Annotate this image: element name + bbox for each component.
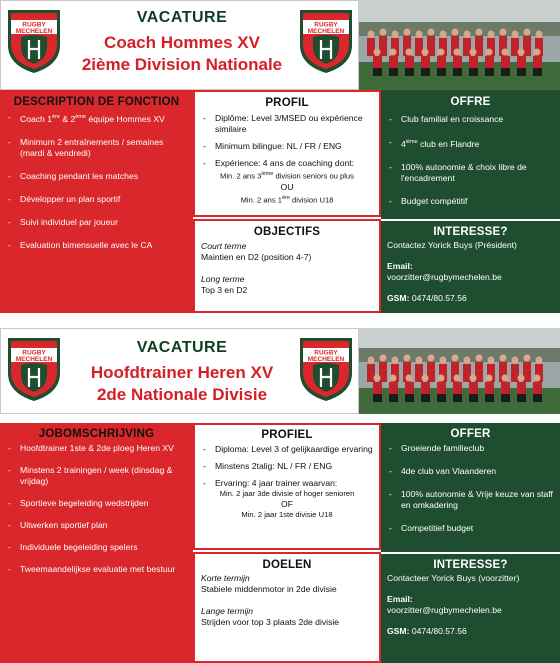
nl-title-line2: 2de Nationale Divisie	[96, 385, 268, 404]
list-item: - Uitwerken sportief plan	[6, 520, 187, 531]
nl-vacature-title: VACATURE	[136, 339, 228, 356]
fr-interesse-panel	[381, 221, 560, 313]
list-item: - Diploma: Level 3 of gelijkaardige ervaring	[201, 444, 373, 455]
fr-objectifs-title: OBJECTIFS	[253, 226, 321, 238]
rugby-mechelen-logo-left	[5, 335, 63, 403]
nl-interesse-panel	[381, 554, 560, 663]
list-item: - 4de club van Vlaanderen	[387, 466, 554, 477]
list-item: - Coaching pendant les matches	[6, 171, 187, 182]
logo-text-2: MECHELEN	[307, 28, 345, 35]
fr-profil-title: PROFIL	[265, 97, 309, 109]
list-item: - Suivi individuel par joueur	[6, 217, 187, 228]
fr-short-term-text: Maintien en D2 (position 4-7)	[201, 252, 312, 262]
fr-header	[0, 0, 359, 90]
nl-gsm-number: 0474/80.57.56	[411, 626, 467, 636]
list-item: - Groeiende familieclub	[387, 443, 554, 454]
fr-description-panel	[0, 90, 193, 313]
nl-title-line1: Hoofdtrainer Heren XV	[90, 363, 274, 382]
list-item: - Evaluation bimensuelle avec le CA	[6, 240, 187, 251]
rugby-mechelen-logo-right	[297, 7, 355, 75]
nl-contact-text: Contacteer Yorick Buys (voorzitter)	[387, 573, 520, 583]
nl-long-term-text: Strijden voor top 3 plaats 2de divisie	[201, 617, 340, 627]
fr-offre-title: OFFRE	[450, 96, 491, 108]
nl-offer-title: OFFER	[450, 428, 491, 440]
fr-long-term-label: Long terme	[201, 274, 245, 284]
list-item: - 4ième club en Flandre	[387, 137, 554, 150]
fr-long-term-text: Top 3 en D2	[201, 285, 248, 295]
list-item: - Club familial en croissance	[387, 114, 554, 125]
nl-header	[0, 328, 359, 414]
list-item: - Minstens 2 trainingen / week (dinsdag & vrijdag)	[6, 465, 187, 487]
fr-profil-panel	[193, 90, 381, 217]
rugby-mechelen-logo-left	[5, 7, 63, 75]
list-item: - 100% autonomie & Vrije keuze van staff en omkadering	[387, 489, 554, 511]
list-item: - Coach 1ère & 2ème équipe Hommes XV	[6, 112, 187, 125]
list-item: - Expérience: 4 ans de coaching dont:	[201, 158, 373, 169]
fr-contact-text: Contactez Yorick Buys (Président)	[387, 240, 517, 250]
logo-text-1: RUGBY	[22, 21, 46, 29]
nl-email-label: Email:	[387, 594, 413, 604]
list-item: - Individuele begeleiding spelers	[6, 542, 187, 553]
fr-description-list	[6, 112, 187, 251]
list-item: - Développer un plan sportif	[6, 194, 187, 205]
logo-text-2: MECHELEN	[15, 356, 53, 363]
logo-text-2: MECHELEN	[15, 28, 53, 35]
fr-email-link[interactable]: voorzitter@rugbymechelen.be	[387, 272, 502, 282]
fr-interesse-title: INTERESSE?	[433, 226, 508, 238]
fr-gsm-line	[387, 293, 554, 304]
fr-description-title: DESCRIPTION DE FONCTION	[13, 96, 180, 108]
logo-text-1: RUGBY	[22, 349, 46, 357]
fr-title-line2: 2ième Division Nationale	[81, 55, 283, 74]
logo-text-1: RUGBY	[314, 349, 338, 357]
fr-gsm-label: GSM:	[387, 293, 410, 303]
nl-offer-list	[387, 443, 554, 534]
list-item: - Hoofdtrainer 1ste & 2de ploeg Heren XV	[6, 443, 187, 454]
list-item: - 100% autonomie & choix libre de l'encadrement	[387, 162, 554, 184]
nl-profiel-sub2: Min. 2 jaar 1ste divisie U18	[241, 510, 333, 519]
nl-profiel-panel	[193, 423, 381, 550]
nl-interesse-title: INTERESSE?	[433, 559, 508, 571]
nl-email-link[interactable]: voorzitter@rugbymechelen.be	[387, 605, 502, 615]
fr-offre-list	[387, 114, 554, 207]
fr-title-block	[67, 9, 297, 76]
nl-doelen-title: DOELEN	[262, 559, 312, 571]
nl-short-term-label: Korte termijn	[201, 573, 250, 583]
list-item: - Competitief budget	[387, 523, 554, 534]
fr-objectifs-panel	[193, 219, 381, 313]
list-item: - Minimum bilingue: NL / FR / ENG	[201, 141, 373, 152]
fr-title-line1: Coach Hommes XV	[104, 33, 260, 52]
nl-profiel-sub1: Min. 2 jaar 3de divisie of hoger senioren	[219, 489, 355, 498]
fr-offre-panel	[381, 90, 560, 219]
fr-email-label: Email:	[387, 261, 413, 271]
list-item: - Sportieve begeleiding wedstrijden	[6, 498, 187, 509]
fr-team-photo	[359, 0, 560, 90]
nl-title-block	[67, 339, 297, 406]
fr-gsm-number: 0474/80.57.56	[411, 293, 467, 303]
nl-profiel-list	[201, 444, 373, 489]
nl-profiel-or: OF	[281, 499, 293, 509]
list-item: - Ervaring: 4 jaar trainer waarvan:	[201, 478, 373, 489]
fr-profil-sub1: Min. 2 ans 3ième division seniors ou plus	[220, 171, 354, 181]
nl-jobomschrijving-panel	[0, 423, 193, 663]
fr-profil-list	[201, 113, 373, 169]
logo-text-2: MECHELEN	[307, 356, 345, 363]
list-item: - Minstens 2talig: NL / FR / ENG	[201, 461, 373, 472]
nl-short-term-text: Stabiele middenmotor in 2de divisie	[201, 584, 337, 594]
nl-profiel-title: PROFIEL	[261, 429, 313, 441]
nl-jobomschrijving-title: JOBOMSCHRIJVING	[38, 428, 155, 440]
list-item: - Tweemaandelijkse evaluatie met bestuur	[6, 564, 187, 575]
nl-team-photo	[359, 328, 560, 414]
nl-doelen-panel	[193, 552, 381, 663]
fr-short-term-label: Court terme	[201, 241, 247, 251]
nl-gsm-line	[387, 626, 554, 637]
nl-gsm-label: GSM:	[387, 626, 410, 636]
nl-jobomschrijving-list	[6, 443, 187, 575]
rugby-mechelen-logo-right	[297, 335, 355, 403]
logo-text-1: RUGBY	[314, 21, 338, 29]
list-item: - Budget compétitif	[387, 196, 554, 207]
fr-profil-or: OU	[280, 181, 294, 192]
fr-vacature-title: VACATURE	[136, 9, 228, 26]
list-item: - Minimum 2 entraînements / semaines (mardi & vendredi)	[6, 137, 187, 159]
nl-long-term-label: Lange termijn	[201, 606, 254, 616]
fr-profil-sub2: Min. 2 ans 1ère division U18	[240, 194, 334, 205]
nl-offer-panel	[381, 423, 560, 552]
list-item: - Diplôme: Level 3/MSED ou expérience similaire	[201, 113, 373, 135]
